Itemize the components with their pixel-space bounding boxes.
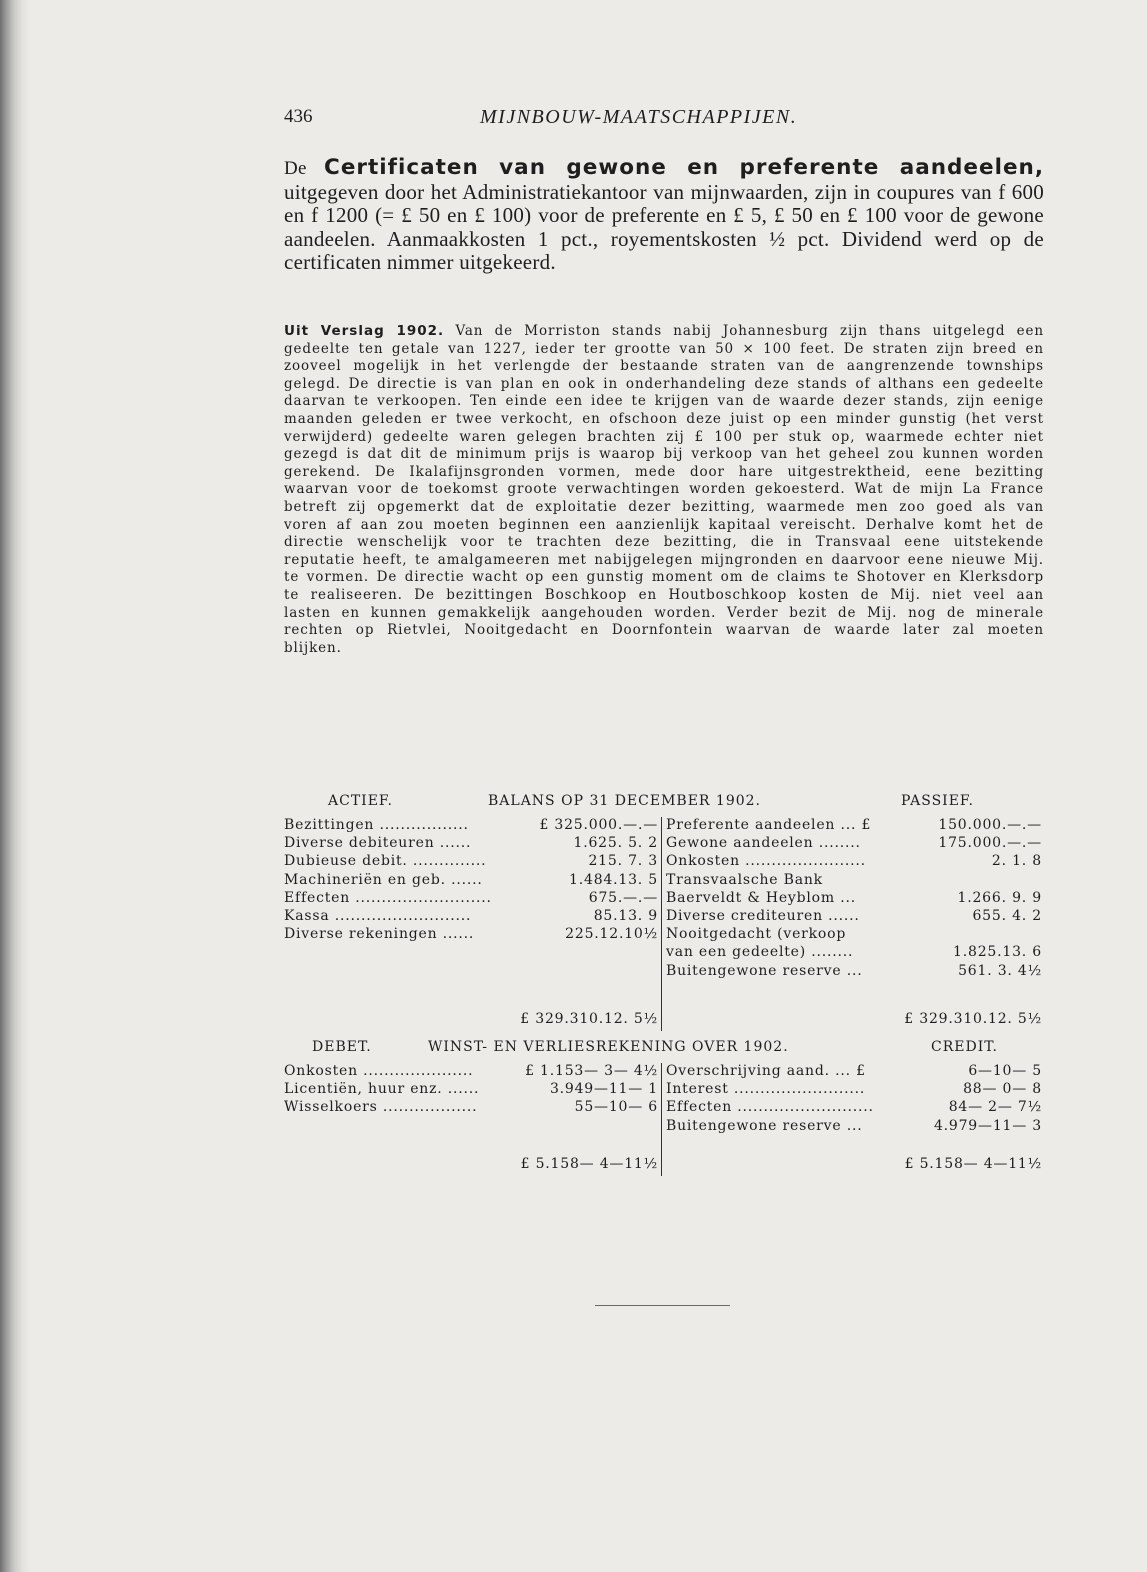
ledger-left-label: Effecten .......................... <box>284 889 492 906</box>
ledger-left-total: £ 329.310.12. 5½ <box>520 1010 658 1027</box>
ledger-right-amount: 2. 1. 8 <box>991 853 1042 870</box>
ledger-left-label: Diverse debiteuren ...... <box>284 835 472 852</box>
ledger-right-label: Onkosten ....................... <box>666 853 866 870</box>
ledger-left-label: Bezittingen ................. <box>284 817 469 833</box>
intro-lead: De <box>284 158 307 179</box>
ledger-row <box>284 1063 1044 1081</box>
profit-loss-header <box>284 1039 1044 1063</box>
balance-sheet <box>284 793 1044 1031</box>
ledger-left-amount: 55—10— 6 <box>574 1099 658 1116</box>
ledger-right-label: Transvaalsche Bank <box>666 871 823 888</box>
ledger-right-label: Buitengewone reserve ... <box>666 962 863 979</box>
ledger-left-total: £ 5.158— 4—11½ <box>520 1155 658 1172</box>
balance-title: BALANS OP 31 DECEMBER 1902. <box>488 793 761 809</box>
ledger-left-amount: 675.—.— <box>588 889 658 906</box>
ledger-left-label: Diverse rekeningen ...... <box>284 926 475 943</box>
ledger-row <box>284 890 1044 908</box>
ledger-spacer <box>284 1136 1044 1156</box>
ledger-right-amount: 4.979—11— 3 <box>933 1117 1042 1134</box>
ledger-right-amount: 175.000.—.— <box>938 835 1042 852</box>
book-page <box>284 0 1044 1572</box>
ledger-right-label: van een gedeelte) ........ <box>666 944 854 961</box>
ledger-row <box>284 944 1044 962</box>
ledger-row <box>284 1099 1044 1117</box>
ledger-left-amount: £ 325.000.—.— <box>539 817 658 833</box>
pl-right-heading: CREDIT. <box>931 1039 998 1055</box>
ledger-right-label: Preferente aandeelen ... £ <box>666 817 872 833</box>
ledger-row <box>284 1118 1044 1136</box>
ledger-right-label: Overschrijving aand. ... £ <box>666 1063 866 1079</box>
ledger-right-label: Gewone aandeelen ........ <box>666 835 861 852</box>
book-spine-shadow <box>0 0 30 1572</box>
ledger-right-total: £ 329.310.12. 5½ <box>904 1010 1042 1027</box>
ledger-totals <box>284 1156 1044 1176</box>
ledger-left-amount: 225.12.10½ <box>565 926 658 943</box>
annual-report-paragraph <box>284 323 1044 657</box>
ledger-row <box>284 817 1044 835</box>
ledger-left-label: Kassa .......................... <box>284 907 472 924</box>
ledger-right-amount: 88— 0— 8 <box>963 1081 1042 1098</box>
ledger-right-label: Nooitgedacht (verkoop <box>666 926 847 943</box>
report-label: Uit Verslag 1902. <box>284 323 445 339</box>
ledger-left-amount: 215. 7. 3 <box>588 853 658 870</box>
ledger-row <box>284 1081 1044 1099</box>
running-title: MIJNBOUW-MAATSCHAPPIJEN. <box>480 106 798 128</box>
ledger-left-label: Dubieuse debit. .............. <box>284 853 487 870</box>
ledger-right-label: Interest ......................... <box>666 1081 866 1098</box>
certificates-paragraph <box>284 156 1044 275</box>
ledger-right-label: Effecten .......................... <box>666 1099 874 1116</box>
ledger-right-amount: 150.000.—.— <box>938 817 1042 833</box>
ledger-left-amount: £ 1.153— 3— 4½ <box>525 1063 658 1079</box>
pl-columns <box>284 1063 1044 1176</box>
intro-heading: Certificaten van gewone en preferente aandeelen, <box>324 155 1044 180</box>
running-header <box>284 106 1044 132</box>
ledger-left-label: Machineriën en geb. ...... <box>284 871 483 888</box>
ledger-right-label: Diverse crediteuren ...... <box>666 907 860 924</box>
ledger-right-amount: 655. 4. 2 <box>972 907 1042 924</box>
ledger-right-amount: 1.266. 9. 9 <box>957 889 1042 906</box>
ledger-right-amount: 1.825.13. 6 <box>953 944 1042 961</box>
ledger-row <box>284 963 1044 981</box>
ledger-right-amount: 84— 2— 7½ <box>948 1099 1042 1116</box>
ledger-row <box>284 853 1044 871</box>
profit-loss-account <box>284 1039 1044 1176</box>
ledger-left-label: Licentiën, huur enz. ...... <box>284 1081 480 1098</box>
ledger-left-amount: 85.13. 9 <box>593 907 658 924</box>
ledger-right-label: Baerveldt & Heyblom ... <box>666 889 856 906</box>
report-text: Van de Morriston stands nabij Johannesburg zijn thans uitgelegd een gedeelte ten getale van 1227, ieder ter grootte van 50 × 100 feet. De straten zijn breed en zooveel mogelijk in het verlengde der bestaande straten van de aangrenzende townships gelegd. De directie is van plan en ook in onderhandeling deze stands of althans een gedeelte daarvan te verkoopen. Ten einde een idee te krijgen van de waarde dezer stands, zijn eenige maanden geleden er twee verkocht, en ofschoon deze juist op een minder gunstig (het verst verwijderd) gedeelte waren gelegen brachten zij £ 100 per stuk op, waarmede echter niet gezegd is dat dit de minimum prijs is waarop bij verkoop van het geheel zou kunnen worden gerekend. De Ikalafijnsgronden vormen, mede door hare uitgestrektheid, eene bezitting waarvan voor de toekomst groote verwachtingen worden gekoesterd. Wat de mijn La France betreft zij opgemerkt dat de exploitatie dezer bezitting, waarmede men zoo goed als van voren af aan zou moeten beginnen een aanzienlijk kapitaal vereischt. Derhalve komt het de directie wenschelijk voor te trachten deze bezitting, die in Transvaal eene uitstekende reputatie heeft, te amalgameeren met nabijgelegen mijngronden en daarvoor eene nieuwe Mij. te vormen. De directie wacht op een gunstig moment om de claims te Shotover en Klerksdorp te realiseeren. De bezittingen Boschkoop en Houtboschkoop kosten de Mij. niet veel aan lasten en kunnen gemakkelijk aangehouden worden. Verder bezit de Mij. nog de minerale rechten op Rietvlei, Nooitgedacht en Doornfontein waarvan de waarde later zal moeten blijken. <box>284 323 1044 656</box>
balance-sheet-header <box>284 793 1044 817</box>
ledger-row <box>284 872 1044 890</box>
intro-text: uitgegeven door het Administratiekantoor van mijnwaarden, zijn in coupures van f 600 en f 1200 (= £ 50 en £ 100) voor de preferente en £ 5, £ 50 en £ 100 voor de gewone aandeelen. Aanmaakkosten 1 pct., royementskosten ½ pct. Dividend werd op de certificaten nimmer uitgekeerd. <box>284 179 1044 275</box>
section-separator-line <box>595 1305 730 1306</box>
ledger-row <box>284 835 1044 853</box>
ledger-right-amount: 6—10— 5 <box>968 1063 1042 1079</box>
pl-left-heading: DEBET. <box>312 1039 372 1055</box>
ledger-totals <box>284 1011 1044 1031</box>
ledger-right-amount: 561. 3. 4½ <box>958 962 1042 979</box>
ledger-spacer <box>284 981 1044 1011</box>
ledger-left-label: Onkosten ..................... <box>284 1063 474 1079</box>
ledger-left-label: Wisselkoers .................. <box>284 1099 478 1116</box>
ledger-row <box>284 908 1044 926</box>
pl-title: WINST- EN VERLIESREKENING OVER 1902. <box>428 1039 789 1055</box>
ledger-row <box>284 926 1044 944</box>
balance-right-heading: PASSIEF. <box>901 793 974 809</box>
balance-columns <box>284 817 1044 1031</box>
ledger-right-label: Buitengewone reserve ... <box>666 1117 863 1134</box>
ledger-left-amount: 1.484.13. 5 <box>569 871 658 888</box>
page-number: 436 <box>284 106 313 127</box>
ledger-left-amount: 3.949—11— 1 <box>549 1081 658 1098</box>
ledger-left-amount: 1.625. 5. 2 <box>573 835 658 852</box>
balance-left-heading: ACTIEF. <box>328 793 393 809</box>
ledger-right-total: £ 5.158— 4—11½ <box>904 1155 1042 1172</box>
